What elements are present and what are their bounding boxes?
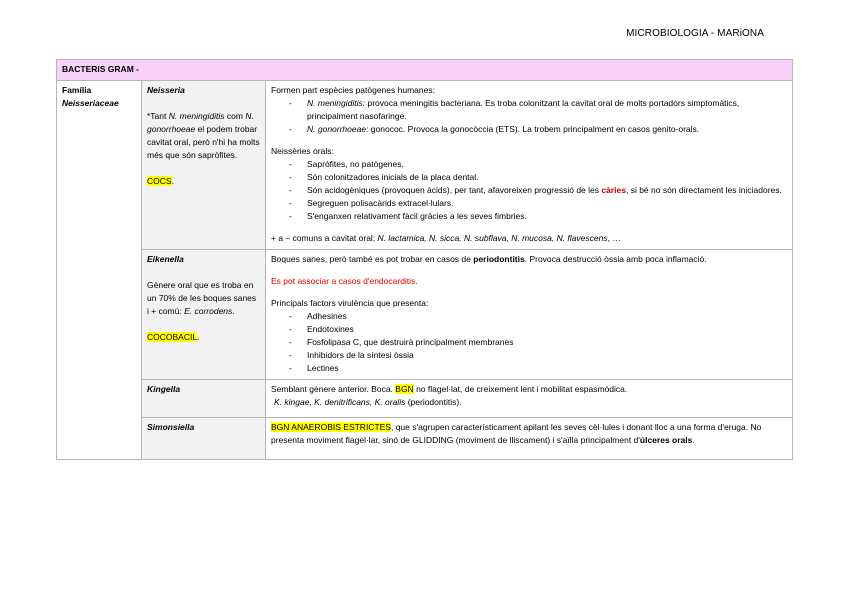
table-row: [57, 81, 793, 250]
genus-cell-eikenella: [142, 250, 266, 380]
list-item: - Sapròfites, no patògenes.: [289, 158, 787, 171]
list-item: - S'enganxen relativament fàcil gràcies a les seves fimbries.: [289, 210, 787, 223]
table-row: [57, 250, 793, 380]
family-label: Família: [62, 85, 92, 95]
bacteria-table: [56, 59, 793, 460]
family-name: Neisseriaceae: [62, 98, 119, 108]
endocarditis-note: Es pot associar a casos d'endocarditis.: [271, 276, 418, 286]
pathogen-list: [271, 97, 787, 136]
description-cell-kingella: [266, 380, 793, 418]
morphology: COCOBACIL.: [147, 332, 200, 342]
list-item: - Són acidogèniques (provoquen àcids), per tant, afavoreixen progressió de les càries, si bé no són directament les iniciadores.: [289, 184, 787, 197]
description-intro: Formen part espècies patògenes humanes:: [271, 85, 435, 95]
factors-title: Principals factors virulència que presenta:: [271, 298, 429, 308]
list-item: - N. gonorrhoeae: gonococ. Provoca la gonocòccia (ETS). La trobem principalment en casos genito-orals.: [289, 123, 787, 136]
genus-name: Eikenella: [147, 254, 184, 264]
genus-name: Simonsiella: [147, 422, 195, 432]
list-item: - Lectines: [289, 362, 787, 375]
list-item: - Inhibidors de la síntesi òssia: [289, 349, 787, 362]
list-item: - Segreguen polisacàrids extracel·lulars.: [289, 197, 787, 210]
description-line: BGN ANAEROBIS ESTRICTES, que s'agrupen característicament apilant les seves cèl·lules i donant lloc a una forma d'eruga. No presenta moviment flagel·lar, sinó de GLIDDING (moviment de lliscament) i s'aïlla principalment d'úlceres orals.: [271, 422, 762, 445]
description-cell-neisseria: [266, 81, 793, 250]
factors-list: [271, 310, 787, 375]
genus-note: Gènere oral que es troba en un 70% de les boques sanes i + comú: E. corrodens.: [147, 280, 257, 316]
list-item: - Són colonitzadores inicials de la placa dental.: [289, 171, 787, 184]
genus-cell-kingella: [142, 380, 266, 418]
table-title-row: [57, 60, 793, 81]
species-line: K. kingae, K. denitrificans, K. oralis (periodontitis).: [274, 397, 462, 407]
list-item: - N. meningiditis: provoca meningitis bacteriana. Es troba colonitzant la cavitat oral de molts portadors simptomàtics, principalment nasofaringe.: [289, 97, 787, 123]
description-line: Semblant gènere anterior. Boca. BGN no flagel·lat, de creixement lent i mobilitat espasmòdica.: [271, 384, 628, 394]
list-item: - Fosfolipasa C, que destruirà principalment membranes: [289, 336, 787, 349]
morphology: COCS.: [147, 176, 174, 186]
list-item: - Adhesines: [289, 310, 787, 323]
genus-cell-simonsiella: [142, 418, 266, 460]
list-item: - Endotoxines: [289, 323, 787, 336]
document-header: MICROBIOLOGIA - MARiONA: [626, 28, 764, 39]
family-cell: [57, 81, 142, 460]
common-species: + a – comuns a cavitat oral: N. lactamica, N. sicca, N. subflava, N. mucosa, N. flavescens, …: [271, 233, 621, 243]
genus-note: *Tant N. meningiditis com N. gonorrhoeae el podem trobar cavitat oral, però n'hi ha molts més que són sapròfites.: [147, 111, 260, 160]
table-title: BACTERIS GRAM -: [57, 60, 793, 81]
oral-list: [271, 158, 787, 223]
genus-name: Neisseria: [147, 85, 185, 95]
genus-cell-neisseria: [142, 81, 266, 250]
table-row: [57, 380, 793, 418]
table-row: [57, 418, 793, 460]
description-cell-eikenella: [266, 250, 793, 380]
genus-name: Kingella: [147, 384, 181, 394]
oral-title: Neissèries orals:: [271, 146, 334, 156]
description-cell-simonsiella: [266, 418, 793, 460]
description-line: Boques sanes, però també es pot trobar en casos de periodontitis. Provoca destrucció òssia amb poca inflamació.: [271, 254, 707, 264]
